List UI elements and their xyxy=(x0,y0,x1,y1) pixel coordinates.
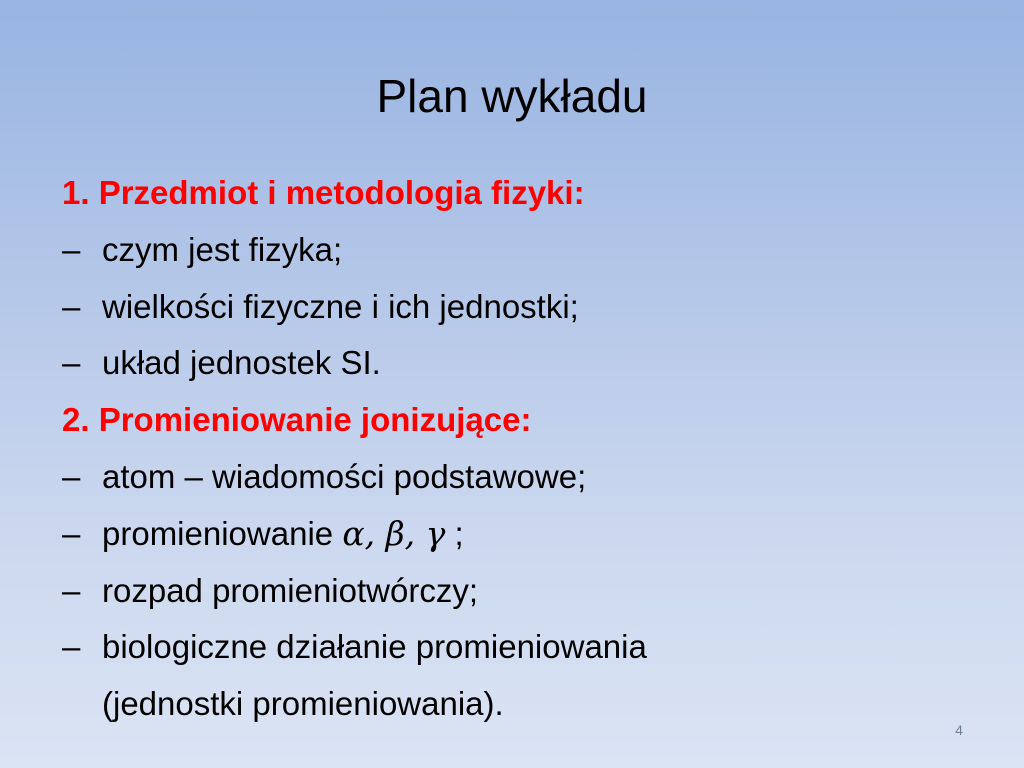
list-item-radiation xyxy=(102,506,464,563)
bullet-dash: – xyxy=(62,344,81,382)
list-item xyxy=(62,449,982,506)
greek-symbols: α, β, γ xyxy=(342,513,446,553)
bullet-dash: – xyxy=(62,457,81,495)
list-item-continuation xyxy=(62,676,982,733)
bullet-dash: – xyxy=(62,287,81,325)
list-item-text: promieniowanie xyxy=(102,514,334,552)
list-item-continuation-text: (jednostki promieniowania). xyxy=(102,685,504,723)
list-item-text: wielkości fizyczne i ich jednostki; xyxy=(102,287,579,325)
bullet-dash: – xyxy=(62,571,81,609)
list-item xyxy=(62,222,982,279)
lecture-outline xyxy=(62,165,982,733)
list-item-text: czym jest fizyka; xyxy=(102,230,343,268)
slide-title: Plan wykładu xyxy=(376,70,648,122)
list-item xyxy=(62,506,982,563)
list-item-text: atom – wiadomości podstawowe; xyxy=(102,457,587,495)
section-heading: 2. Promieniowanie jonizujące: xyxy=(62,401,532,439)
bullet-dash: – xyxy=(62,230,81,268)
bullet-dash: – xyxy=(62,628,81,666)
list-item-text: rozpad promieniotwórczy; xyxy=(102,571,478,609)
list-item-suffix: ; xyxy=(445,514,464,552)
list-item xyxy=(62,335,982,392)
bullet-dash: – xyxy=(62,514,81,552)
list-item-text: biologiczne działanie promieniowania xyxy=(102,628,647,666)
section-heading: 1. Przedmiot i metodologia fizyki: xyxy=(62,174,585,211)
list-item xyxy=(62,279,982,336)
list-item xyxy=(62,619,982,676)
list-item-text: układ jednostek SI. xyxy=(102,344,381,382)
list-item xyxy=(62,563,982,620)
page-number: 4 xyxy=(955,722,963,738)
